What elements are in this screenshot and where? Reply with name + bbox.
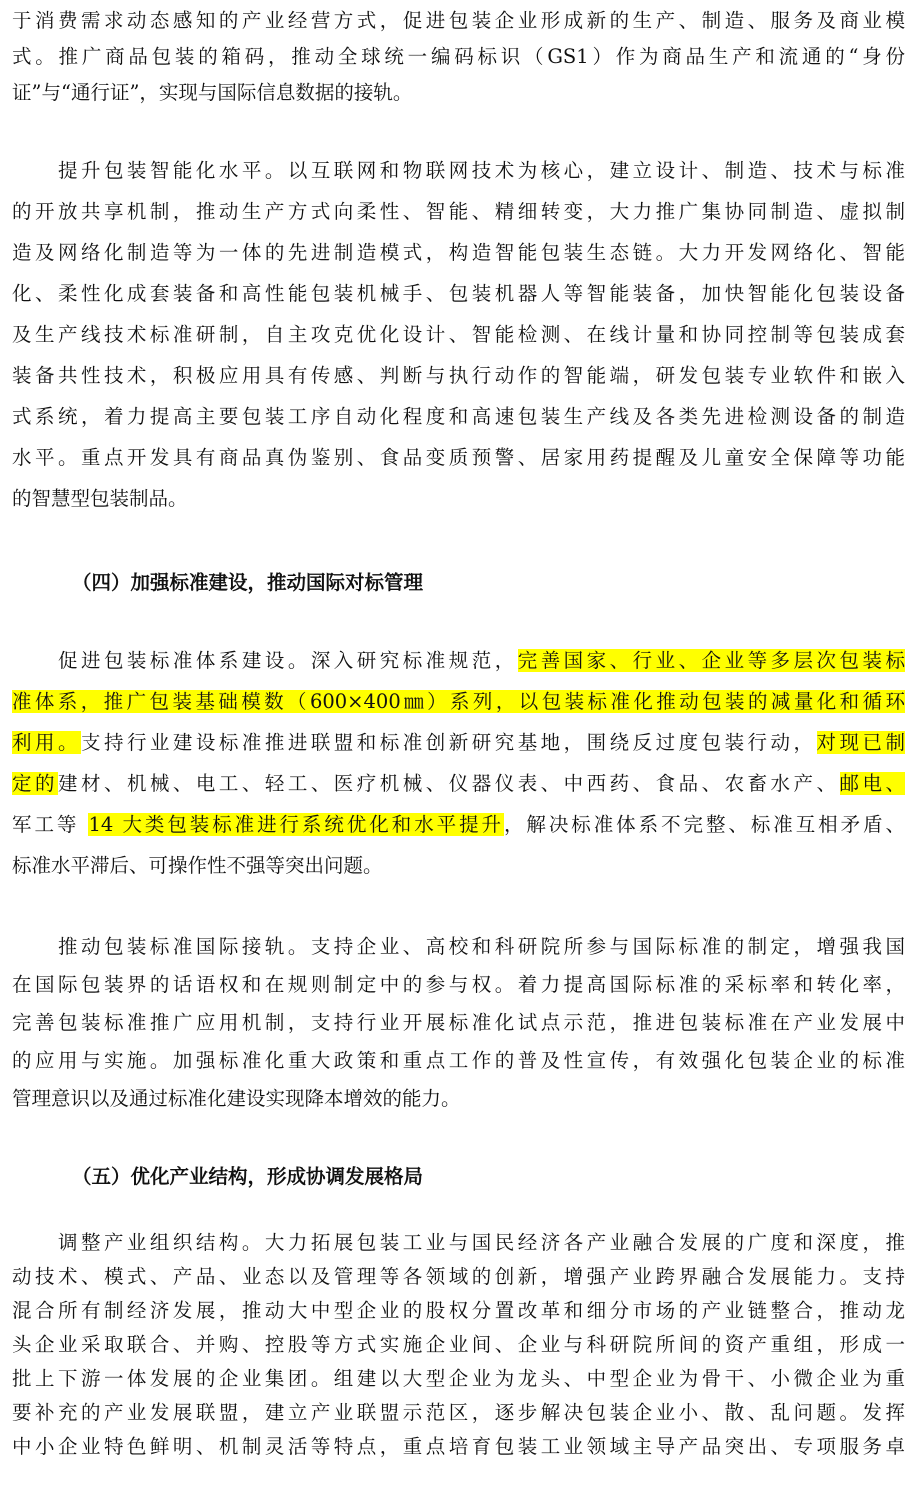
highlighted-text: 定的 — [12, 772, 58, 795]
para5-line: 动技术、模式、产品、业态以及管理等各领域的创新，增强产业跨界融合发展能力。支持 — [12, 1265, 905, 1288]
para4-line: 管理意识以及通过标准化建设实现降本增效的能力。 — [12, 1087, 461, 1110]
para3-text: ，解决标准体系不完整、标准互相矛盾、 — [503, 813, 905, 836]
para2-line: 的智慧型包装制品。 — [12, 487, 188, 510]
para4-line: 的应用与实施。加强标准化重大政策和重点工作的普及性宣传，有效强化包装企业的标准 — [12, 1049, 905, 1072]
highlighted-text: 完善国家、行业、企业等多层次包装标 — [517, 649, 905, 672]
para2-line: 造及网络化制造等为一体的先进制造模式，构造智能包装生态链。大力开发网络化、智能 — [12, 241, 905, 264]
section-heading-5: （五）优化产业结构，形成协调发展格局 — [72, 1165, 424, 1188]
para4-line: 在国际包装界的话语权和在规则制定中的参与权。着力提高国际标准的采标率和转化率， — [12, 973, 905, 996]
para5-line: 混合所有制经济发展，推动大中型企业的股权分置改革和细分市场的产业链整合，推动龙 — [12, 1299, 905, 1322]
para2-line: 的开放共享机制，推动生产方式向柔性、智能、精细转变，大力推广集协同制造、虚拟制 — [12, 200, 905, 223]
para2-line: 化、柔性化成套装备和高性能包装机械手、包装机器人等智能装备，加快智能化包装设备 — [12, 282, 905, 305]
para2-line: 及生产线技术标准研制，自主攻克优化设计、智能检测、在线计量和协同控制等包装成套 — [12, 323, 905, 346]
para3-line — [12, 646, 905, 676]
para3-line — [12, 687, 905, 717]
para5-line: 调整产业组织结构。大力拓展包装工业与国民经济各产业融合发展的广度和深度，推 — [12, 1231, 905, 1254]
para3-line: 标准水平滞后、可操作性不强等突出问题。 — [12, 854, 383, 877]
highlighted-text: 14 大类包装标准进行系统优化和水平提升 — [88, 813, 504, 836]
highlighted-text: 利用。 — [12, 731, 81, 754]
highlighted-text: 邮电、 — [839, 772, 905, 795]
para2-line: 装备共性技术，积极应用具有传感、判断与执行动作的智能端，研发包装专业软件和嵌入 — [12, 364, 905, 387]
para3-text: 支持行业建设标准推进联盟和标准创新研究基地，围绕反过度包装行动， — [80, 731, 817, 754]
para1-line: 式。推广商品包装的箱码，推动全球统一编码标识（GS1）作为商品生产和流通的“身份 — [12, 45, 905, 68]
para3-line — [12, 769, 905, 799]
para4-line: 推动包装标准国际接轨。支持企业、高校和科研院所参与国际标准的制定，增强我国 — [12, 935, 905, 958]
section-heading-4: （四）加强标准建设，推动国际对标管理 — [72, 571, 424, 594]
para5-line: 头企业采取联合、并购、控股等方式实施企业间、企业与科研院所间的资产重组，形成一 — [12, 1333, 905, 1356]
para4-line: 完善包装标准推广应用机制，支持行业开展标准化试点示范，推进包装标准在产业发展中 — [12, 1011, 905, 1034]
highlighted-text: 对现已制 — [816, 731, 905, 754]
para2-line: 式系统，着力提高主要包装工序自动化程度和高速包装生产线及各类先进检测设备的制造 — [12, 405, 905, 428]
para5-line: 中小企业特色鲜明、机制灵活等特点，重点培育包装工业领域主导产品突出、专项服务卓 — [12, 1435, 905, 1458]
para5-line: 要补充的产业发展联盟，建立产业联盟示范区，逐步解决包装企业小、散、乱问题。发挥 — [12, 1401, 905, 1424]
para3-line — [12, 728, 905, 758]
para3-text: 促进包装标准体系建设。深入研究标准规范， — [12, 649, 518, 672]
para2-line: 提升包装智能化水平。以互联网和物联网技术为核心，建立设计、制造、技术与标准 — [12, 159, 905, 182]
para5-line: 批上下游一体发展的企业集团。组建以大型企业为龙头、中型企业为骨干、小微企业为重 — [12, 1367, 905, 1390]
para3-text: 建材、机械、电工、轻工、医疗机械、仪器仪表、中西药、食品、农畜水产、 — [57, 772, 840, 795]
highlighted-text: 准体系，推广包装基础模数（600×400㎜）系列，以包装标准化推动包装的减量化和循环 — [12, 690, 905, 713]
para2-line: 水平。重点开发具有商品真伪鉴别、食品变质预警、居家用药提醒及儿童安全保障等功能 — [12, 446, 905, 469]
para1-line: 于消费需求动态感知的产业经营方式，促进包装企业形成新的生产、制造、服务及商业模 — [12, 9, 905, 32]
para1-line: 证”与“通行证”，实现与国际信息数据的接轨。 — [12, 81, 413, 104]
para3-line — [12, 810, 905, 840]
para3-text: 军工等 — [12, 813, 89, 836]
